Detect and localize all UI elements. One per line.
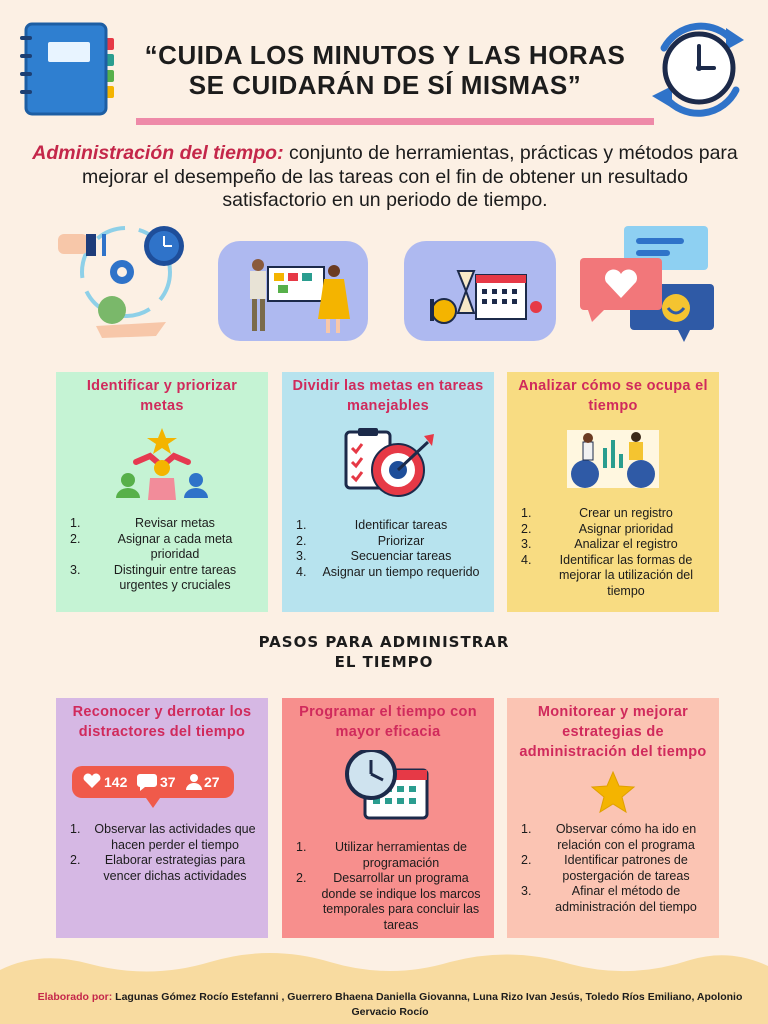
page-title bbox=[130, 40, 640, 100]
card-steps-list bbox=[292, 518, 484, 580]
card-title: Reconocer y derrotar los distractores del tiempo bbox=[72, 704, 252, 740]
card-steps-list bbox=[66, 822, 258, 884]
list-item: 4. Identificar las formas de mejorar la utilización del tiempo bbox=[521, 552, 694, 598]
social-badge-icon bbox=[72, 766, 234, 810]
people-charts-icon bbox=[567, 428, 659, 490]
list-item: 1. Identificar tareas bbox=[296, 518, 448, 532]
list-item: 3. Distinguir entre tareas urgentes y cruciales bbox=[70, 562, 237, 592]
card-dividir-metas bbox=[282, 372, 494, 612]
calendar-hourglass-illustration bbox=[404, 241, 556, 341]
planning-people-illustration bbox=[218, 241, 368, 341]
list-item: 2. Asignar a cada meta prioridad bbox=[70, 531, 233, 561]
list-item: 1. Observar cómo ha ido en relación con el programa bbox=[521, 822, 697, 852]
list-item: 4. Asignar un tiempo requerido bbox=[296, 564, 480, 579]
card-steps-list bbox=[292, 840, 484, 933]
card-reconocer-distractores bbox=[56, 698, 268, 938]
card-title: Identificar y priorizar metas bbox=[86, 378, 238, 414]
star-icon bbox=[588, 770, 638, 814]
followers-count: 27 bbox=[204, 774, 220, 790]
list-item: 1. Observar las actividades que hacen perder el tiempo bbox=[70, 822, 256, 852]
list-item: 2. Identificar patrones de postergación de tareas bbox=[521, 853, 690, 883]
list-item: 3. Afinar el método de administración del tiempo bbox=[521, 884, 697, 914]
credits-authors: Lagunas Gómez Rocío Estefanni , Guerrero Bhaena Daniella Giovanna, Luna Rizo Ivan Jesús, Toledo Ríos Emiliano, Apolonio Gervacio Rocío bbox=[112, 991, 743, 1018]
card-steps-list bbox=[66, 516, 258, 594]
list-item: 2. Priorizar bbox=[296, 533, 425, 548]
target-checklist-icon bbox=[340, 428, 436, 500]
clock-calendar-icon bbox=[345, 750, 431, 820]
card-reconocer-steps bbox=[56, 822, 268, 884]
card-title: Analizar cómo se ocupa el tiempo bbox=[518, 378, 708, 414]
card-programar-tiempo bbox=[282, 698, 494, 938]
card-monitorear-mejorar bbox=[507, 698, 719, 938]
list-item: 1. Revisar metas bbox=[70, 516, 215, 530]
card-analizar-tiempo bbox=[507, 372, 719, 612]
chat-bubbles-icon bbox=[578, 224, 718, 344]
section-title bbox=[234, 632, 534, 672]
list-item: 2. Asignar prioridad bbox=[521, 521, 674, 536]
list-item: 1. Crear un registro bbox=[521, 506, 673, 520]
title-underline bbox=[136, 118, 654, 125]
list-item: 3. Analizar el registro bbox=[521, 537, 678, 551]
time-management-icon bbox=[56, 226, 188, 344]
list-item: 3. Secuenciar tareas bbox=[296, 549, 452, 563]
intro-text: conjunto de herramientas, prácticas y métodos para mejorar el desempeño de las tareas con el fin de obtener un resultado satisfactorio en un periodo de tiempo. bbox=[82, 142, 738, 211]
notebook-icon bbox=[18, 22, 116, 116]
card-title: Monitorear y mejorar estrategias de administración del tiempo bbox=[519, 704, 707, 760]
intro-definition bbox=[30, 142, 740, 213]
team-star-icon bbox=[114, 426, 210, 500]
intro-term: Administración del tiempo: bbox=[32, 142, 284, 164]
comments-count: 37 bbox=[160, 774, 176, 790]
card-steps-list bbox=[517, 506, 709, 599]
list-item: 1. Utilizar herramientas de programación bbox=[296, 840, 467, 870]
likes-count: 142 bbox=[104, 774, 128, 790]
card-steps-list bbox=[517, 822, 709, 915]
title-line-2: SE CUIDARÁN DE SÍ MISMAS” bbox=[188, 70, 582, 100]
section-title-line-1: PASOS PARA ADMINISTRAR bbox=[258, 633, 510, 651]
footer-credits bbox=[20, 990, 760, 1020]
section-title-line-2: EL TIEMPO bbox=[334, 653, 434, 671]
card-title: Programar el tiempo con mayor eficacia bbox=[299, 704, 477, 740]
list-item: 2. Elaborar estrategias para vencer dichas actividades bbox=[70, 853, 247, 883]
card-title: Dividir las metas en tareas manejables bbox=[292, 378, 484, 414]
title-line-1: “CUIDA LOS MINUTOS Y LAS HORAS bbox=[144, 40, 626, 70]
credits-label: Elaborado por: bbox=[37, 991, 113, 1003]
clock-refresh-icon bbox=[644, 18, 754, 118]
list-item: 2. Desarrollar un programa donde se indique los marcos temporales para concluir las tareas bbox=[296, 871, 481, 932]
card-identificar-priorizar bbox=[56, 372, 268, 612]
